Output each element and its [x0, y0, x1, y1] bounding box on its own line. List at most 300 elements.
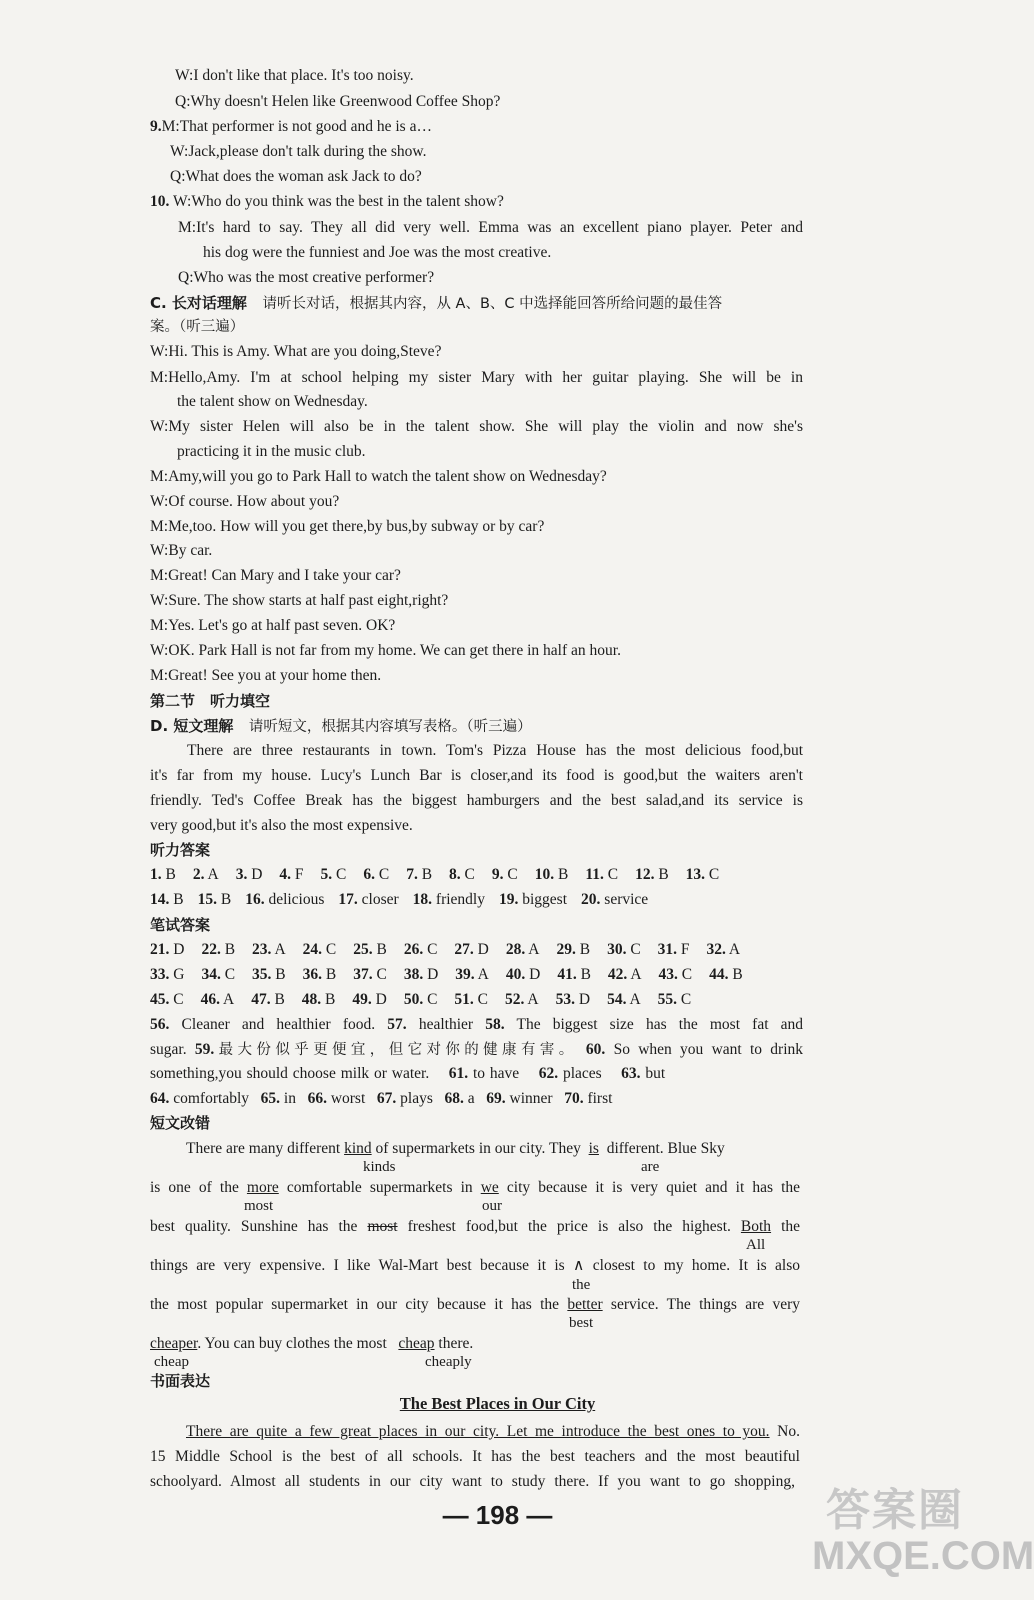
- passage-line: friendly. Ted's Coffee Break has the biggest hamburgers and the best salad,and its service is: [150, 792, 803, 809]
- essay-line: 15 Middle School is the best of all schools. It has the best teachers and the most beautiful: [150, 1448, 800, 1465]
- dialog-line: W:OK. Park Hall is not far from my home. We can get there in half an hour.: [150, 642, 621, 659]
- page-number: — 198 —: [442, 1500, 553, 1530]
- answer-value: C: [626, 941, 641, 958]
- answer-number: 7.: [406, 866, 418, 883]
- answer-item: [406, 866, 432, 883]
- answer-number: 32.: [706, 941, 726, 958]
- script-line: W:Jack,please don't talk during the show.: [170, 143, 427, 160]
- answer-number: 31.: [657, 941, 678, 958]
- answer-number: 28.: [505, 941, 526, 958]
- error-word: better: [567, 1296, 603, 1313]
- dialog-line: M:Yes. Let's go at half past seven. OK?: [150, 617, 396, 634]
- answer-value: B: [417, 866, 433, 883]
- answer-number: 43.: [658, 966, 678, 983]
- correction-word: most: [244, 1198, 274, 1214]
- correction-text: of supermarkets in our city. They: [375, 1140, 581, 1157]
- answer-value: C: [332, 866, 347, 883]
- watermark-url: MXQE.COM: [812, 1534, 1034, 1578]
- answer-text: comfortably: [173, 1090, 250, 1107]
- answer-value: C: [169, 991, 184, 1008]
- answer-number: 34.: [201, 966, 221, 983]
- answer-number: 15.: [197, 891, 217, 908]
- script-line: [150, 117, 432, 137]
- watermark-logo: [812, 1474, 1034, 1594]
- answer-number: 23.: [252, 941, 272, 958]
- correction-text: city because it is very quiet and it has the: [506, 1179, 801, 1196]
- answer-number: 64.: [150, 1090, 170, 1107]
- answer-row: [150, 965, 760, 985]
- answer-item: [201, 966, 235, 983]
- answer-value: D: [423, 966, 439, 983]
- correction-word: best: [569, 1315, 594, 1331]
- answer-row: [150, 940, 757, 960]
- answer-item: [581, 891, 648, 908]
- answer-number: 17.: [338, 891, 358, 908]
- answer-item: [236, 866, 263, 883]
- correction-title: 短文改错: [150, 1114, 211, 1132]
- section-instruction: 请听长对话，根据其内容，从 A、B、C 中选择能回答所给问题的最佳答: [262, 296, 723, 312]
- answer-number: 66.: [307, 1090, 327, 1107]
- correction-text: different. Blue Sky: [606, 1140, 725, 1157]
- answer-item: [245, 891, 324, 908]
- question-number: 10.: [150, 193, 170, 210]
- answer-number: 48.: [301, 991, 322, 1008]
- answer-number: 51.: [454, 991, 474, 1008]
- essay-topic-sentence: There are quite a few great places in our city. Let me introduce the best ones to you.: [186, 1423, 770, 1440]
- answer-number: 35.: [252, 966, 272, 983]
- answer-item: [707, 941, 741, 958]
- error-word: we: [480, 1179, 499, 1196]
- answer-number: 44.: [709, 966, 729, 983]
- dialog-line: W:By car.: [150, 542, 213, 559]
- passage-line: it's far from my house. Lucy's Lunch Bar is closer,and its food is good,but the waiters aren't: [150, 767, 803, 784]
- answer-value: A: [626, 991, 641, 1008]
- answer-item: [252, 941, 286, 958]
- script-line: W:I don't like that place. It's too noisy.: [175, 67, 414, 84]
- dialog-line: M:Me,too. How will you get there,by bus,by subway or by car?: [150, 518, 545, 535]
- answer-value: C: [220, 966, 236, 983]
- correction-text: closest to my home. It is also: [592, 1257, 801, 1274]
- writing-title: 书面表达: [150, 1372, 211, 1390]
- answer-item: [556, 991, 590, 1008]
- correction-text: service. The things are very: [610, 1296, 800, 1313]
- answer-number: 40.: [505, 966, 526, 983]
- essay-title: [0, 1394, 995, 1414]
- correction-word: the: [572, 1277, 591, 1293]
- answer-item: [658, 941, 690, 958]
- correction-line: [150, 1217, 800, 1237]
- answer-item: [535, 866, 569, 883]
- answer-number: 16.: [245, 891, 265, 908]
- answer-value: C: [677, 966, 693, 983]
- answer-value: D: [473, 941, 489, 958]
- section-d-heading: [150, 716, 532, 737]
- answer-number: 38.: [403, 966, 424, 983]
- correction-text: things are very expensive. I like Wal-Mart best because it is: [150, 1257, 565, 1274]
- answer-value: C: [423, 941, 438, 958]
- answer-value: friendly: [432, 891, 485, 908]
- answer-item: [150, 941, 184, 958]
- answer-number: 69.: [486, 1090, 506, 1107]
- answer-item: [302, 991, 336, 1008]
- answer-number: 42.: [607, 966, 628, 983]
- correction-word: cheaply: [425, 1354, 472, 1370]
- answer-item: [607, 941, 641, 958]
- answer-number: 2.: [192, 866, 205, 883]
- answer-number: 30.: [607, 941, 627, 958]
- answer-item: [303, 941, 337, 958]
- correction-line: [150, 1178, 800, 1198]
- answer-number: 67.: [376, 1090, 397, 1107]
- answer-value: C: [322, 941, 337, 958]
- script-line: M:It's hard to say. They all did very well. Emma was an excellent piano player. Peter and: [178, 219, 803, 236]
- answer-value: A: [627, 966, 642, 983]
- passage-line: There are three restaurants in town. Tom's Pizza House has the most delicious food,but: [187, 742, 803, 759]
- answer-line: [150, 1064, 665, 1084]
- answer-item: [150, 866, 176, 883]
- answer-item: [585, 866, 618, 883]
- answer-item: [404, 941, 438, 958]
- answer-item: [506, 941, 540, 958]
- answer-number: 11.: [585, 866, 604, 883]
- answer-line: [150, 1089, 612, 1109]
- correction-text: is one of the: [150, 1179, 239, 1196]
- answer-row: [150, 990, 708, 1010]
- answer-item: [252, 966, 286, 983]
- answer-number: 24.: [302, 941, 323, 958]
- answer-number: 65.: [260, 1090, 281, 1107]
- answer-item: [353, 966, 387, 983]
- answer-value: C: [423, 991, 438, 1008]
- answer-item: [279, 866, 303, 883]
- answer-number: 8.: [449, 866, 461, 883]
- answer-item: [557, 966, 591, 983]
- answer-value: C: [374, 866, 390, 883]
- answer-number: 41.: [557, 966, 577, 983]
- correction-text: there.: [438, 1335, 474, 1352]
- answer-value: B: [576, 966, 591, 983]
- answer-value: B: [654, 866, 669, 883]
- answer-item: [635, 866, 669, 883]
- answer-line: [150, 1040, 803, 1060]
- answer-item: [404, 991, 438, 1008]
- answer-value: B: [169, 891, 184, 908]
- script-line: Q:What does the woman ask Jack to do?: [170, 168, 422, 185]
- correction-word: our: [482, 1198, 502, 1214]
- answer-text: 最大份似乎更便宜，但它对你的健康有害。: [214, 1042, 578, 1058]
- answer-number: 49.: [352, 991, 372, 1008]
- answer-number: 9.: [491, 866, 504, 883]
- answer-item: [686, 866, 720, 883]
- answer-value: C: [677, 991, 692, 1008]
- answer-number: 3.: [235, 866, 248, 883]
- answer-value: D: [371, 991, 387, 1008]
- answer-item: [506, 966, 540, 983]
- correction-word: cheap: [154, 1354, 189, 1370]
- answer-value: C: [503, 866, 518, 883]
- answer-number: 19.: [499, 891, 519, 908]
- answer-number: 25.: [353, 941, 373, 958]
- dialog-line: W:Hi. This is Amy. What are you doing,Steve?: [150, 343, 442, 360]
- answer-value: F: [677, 941, 690, 958]
- answer-text: something,you should choose milk or water.: [150, 1065, 430, 1082]
- answer-number: 26.: [403, 941, 424, 958]
- answer-value: A: [204, 866, 219, 883]
- answer-value: B: [321, 991, 336, 1008]
- answer-text: healthier: [418, 1016, 474, 1033]
- answer-number: 29.: [556, 941, 576, 958]
- answer-item: [556, 941, 590, 958]
- answer-value: B: [575, 941, 591, 958]
- section-label: D. 短文理解: [150, 717, 234, 735]
- answer-number: 58.: [485, 1016, 505, 1033]
- answer-value: C: [372, 966, 387, 983]
- essay-text: No.: [777, 1423, 800, 1440]
- answer-value: C: [460, 866, 475, 883]
- answer-value: biggest: [518, 891, 568, 908]
- script-line: Q:Who was the most creative performer?: [178, 269, 435, 286]
- section-label: C. 长对话理解: [150, 294, 247, 312]
- answer-item: [709, 966, 743, 983]
- answer-value: D: [247, 866, 263, 883]
- answer-number: 12.: [635, 866, 655, 883]
- answer-item: [492, 866, 518, 883]
- answer-value: A: [219, 991, 235, 1008]
- answer-number: 46.: [200, 991, 220, 1008]
- answer-item: [198, 891, 232, 908]
- written-answers-title: 笔试答案: [150, 916, 211, 934]
- answer-number: 5.: [320, 866, 333, 883]
- answer-value: A: [524, 991, 539, 1008]
- answer-item: [201, 941, 235, 958]
- answer-value: closer: [357, 891, 399, 908]
- answer-text: a: [467, 1090, 475, 1107]
- answer-item: [454, 991, 488, 1008]
- answer-number: 13.: [685, 866, 706, 883]
- dialog-line: the talent show on Wednesday.: [177, 393, 368, 410]
- section-heading: 第二节 听力填空: [150, 692, 271, 710]
- essay-line: schoolyard. Almost all students in our city want to study there. If you want to go shopping,: [150, 1473, 795, 1490]
- answer-number: 14.: [150, 891, 170, 908]
- answer-row: [150, 865, 736, 885]
- answer-item: [404, 966, 438, 983]
- correction-line: [186, 1139, 725, 1159]
- dialog-line: M:Amy,will you go to Park Hall to watch the talent show on Wednesday?: [150, 468, 607, 485]
- dialog-line: M:Great! See you at your home then.: [150, 667, 382, 684]
- answer-number: 68.: [444, 1090, 464, 1107]
- answer-number: 57.: [387, 1016, 407, 1033]
- answer-value: A: [525, 941, 540, 958]
- answer-item: [455, 966, 489, 983]
- dialog-line: M:Great! Can Mary and I take your car?: [150, 567, 401, 584]
- error-word: cheaper: [150, 1335, 198, 1352]
- answer-item: [303, 966, 337, 983]
- error-word: more: [246, 1179, 279, 1196]
- answer-number: 47.: [251, 991, 271, 1008]
- answer-number: 59.: [194, 1041, 215, 1058]
- answer-item: [363, 866, 389, 883]
- answer-value: D: [169, 941, 185, 958]
- answer-value: F: [291, 866, 304, 883]
- answer-item: [659, 966, 693, 983]
- answer-value: B: [372, 941, 387, 958]
- answer-number: 52.: [505, 991, 525, 1008]
- answer-text: sugar.: [150, 1041, 187, 1058]
- script-text: W:Who do you think was the best in the talent show?: [172, 193, 504, 210]
- answer-number: 1.: [150, 866, 162, 883]
- insert-caret: ∧: [573, 1257, 585, 1274]
- answer-item: [499, 891, 567, 908]
- answer-item: [505, 991, 539, 1008]
- answer-text: Cleaner and healthier food.: [181, 1016, 376, 1033]
- answer-number: 55.: [657, 991, 678, 1008]
- answer-number: 62.: [538, 1065, 559, 1082]
- answer-number: 63.: [621, 1065, 641, 1082]
- correction-text: the: [781, 1218, 801, 1235]
- answer-text: worst: [330, 1090, 366, 1107]
- answer-number: 36.: [302, 966, 323, 983]
- answer-item: [150, 891, 184, 908]
- section-c-heading: [150, 293, 722, 314]
- section-instruction: 案。（听三遍）: [150, 319, 245, 335]
- answer-item: [353, 941, 387, 958]
- script-line: Q:Why doesn't Helen like Greenwood Coffee Shop?: [175, 93, 501, 110]
- answer-number: 10.: [534, 866, 555, 883]
- answer-number: 33.: [150, 966, 170, 983]
- answer-value: C: [603, 866, 619, 883]
- answer-number: 70.: [564, 1090, 584, 1107]
- answer-value: B: [161, 866, 176, 883]
- essay-title-text: The Best Places in Our City: [399, 1394, 596, 1413]
- answer-number: 60.: [585, 1041, 606, 1058]
- answer-value: D: [525, 966, 541, 983]
- essay-line: [186, 1422, 800, 1442]
- answer-number: 56.: [150, 1016, 170, 1033]
- correction-text: best quality. Sunshine has the: [150, 1218, 358, 1235]
- answer-number: 53.: [555, 991, 575, 1008]
- answer-text: first: [587, 1090, 613, 1107]
- answer-item: [352, 991, 386, 1008]
- error-word: is: [588, 1140, 599, 1157]
- answer-item: [150, 966, 184, 983]
- answer-item: [150, 991, 184, 1008]
- correction-text: the most popular supermarket in our city because it has the: [150, 1296, 560, 1313]
- answer-row: [150, 890, 662, 910]
- answer-item: [201, 991, 235, 1008]
- answer-number: 61.: [448, 1065, 469, 1082]
- answer-value: B: [554, 866, 569, 883]
- watermark-chinese: 答案圈: [826, 1485, 964, 1536]
- answer-text: plays: [400, 1090, 433, 1107]
- correction-line: [150, 1295, 800, 1315]
- answer-text: winner: [509, 1090, 553, 1107]
- error-word: Both: [740, 1218, 772, 1235]
- answer-value: B: [271, 966, 286, 983]
- answer-item: [413, 891, 485, 908]
- answer-item: [658, 991, 692, 1008]
- error-word: kind: [344, 1140, 372, 1157]
- answer-value: A: [474, 966, 489, 983]
- answer-item: [449, 866, 475, 883]
- answer-number: 45.: [150, 991, 170, 1008]
- answer-value: C: [473, 991, 489, 1008]
- answer-item: [454, 941, 488, 958]
- answer-value: delicious: [264, 891, 325, 908]
- dialog-line: W:My sister Helen will also be in the talent show. She will play the violin and now she's: [150, 418, 803, 435]
- answer-number: 4.: [279, 866, 292, 883]
- error-word: most: [367, 1218, 398, 1235]
- answer-value: A: [725, 941, 741, 958]
- answer-text: but: [645, 1065, 666, 1082]
- correction-line: [150, 1334, 473, 1354]
- listening-answers-title: 听力答案: [150, 841, 211, 859]
- answer-item: [338, 891, 398, 908]
- answer-value: A: [271, 941, 286, 958]
- dialog-line: W:Sure. The show starts at half past eight,right?: [150, 592, 449, 609]
- answer-value: service: [600, 891, 649, 908]
- answer-item: [608, 966, 642, 983]
- dialog-line: M:Hello,Amy. I'm at school helping my sister Mary with her guitar playing. She will be in: [150, 369, 803, 386]
- answer-number: 20.: [581, 891, 601, 908]
- correction-word: are: [641, 1159, 660, 1175]
- answer-item: [251, 991, 285, 1008]
- answer-text: places: [562, 1065, 602, 1082]
- question-number: 9.: [150, 118, 162, 135]
- script-text: M:That performer is not good and he is a…: [161, 118, 432, 135]
- script-line: [150, 192, 504, 212]
- correction-word: All: [746, 1237, 766, 1253]
- answer-value: G: [169, 966, 185, 983]
- answer-text: So when you want to drink: [613, 1041, 804, 1058]
- correction-line: [150, 1256, 800, 1276]
- answer-number: 6.: [363, 866, 375, 883]
- answer-number: 39.: [455, 966, 475, 983]
- correction-word: kinds: [363, 1159, 396, 1175]
- answer-item: [607, 991, 641, 1008]
- answer-number: 50.: [403, 991, 424, 1008]
- correction-text: . You can buy clothes the most: [197, 1335, 387, 1352]
- dialog-line: practicing it in the music club.: [177, 443, 366, 460]
- answer-item: [321, 866, 347, 883]
- answer-number: 37.: [353, 966, 373, 983]
- answer-number: 18.: [412, 891, 433, 908]
- answer-item: [193, 866, 219, 883]
- answer-line: [150, 1015, 803, 1035]
- answer-text: in: [283, 1090, 296, 1107]
- section-instruction: 请听短文，根据其内容填写表格。（听三遍）: [248, 719, 532, 735]
- answer-number: 22.: [201, 941, 221, 958]
- answer-value: B: [728, 966, 743, 983]
- answer-value: B: [322, 966, 337, 983]
- answer-value: C: [705, 866, 720, 883]
- correction-text: There are many different: [186, 1140, 341, 1157]
- passage-line: very good,but it's also the most expensive.: [150, 817, 413, 834]
- answer-text: to have: [472, 1065, 520, 1082]
- answer-value: B: [216, 891, 232, 908]
- answer-number: 54.: [607, 991, 627, 1008]
- correction-text: freshest food,but the price is also the highest.: [407, 1218, 731, 1235]
- script-line: his dog were the funniest and Joe was the most creative.: [203, 244, 552, 261]
- error-word: cheap: [398, 1335, 435, 1352]
- answer-number: 27.: [454, 941, 474, 958]
- correction-text: comfortable supermarkets in: [286, 1179, 473, 1196]
- answer-number: 21.: [150, 941, 170, 958]
- answer-value: B: [220, 941, 236, 958]
- dialog-line: W:Of course. How about you?: [150, 493, 340, 510]
- answer-value: D: [574, 991, 591, 1008]
- answer-value: B: [270, 991, 285, 1008]
- answer-text: The biggest size has the most fat and: [516, 1016, 804, 1033]
